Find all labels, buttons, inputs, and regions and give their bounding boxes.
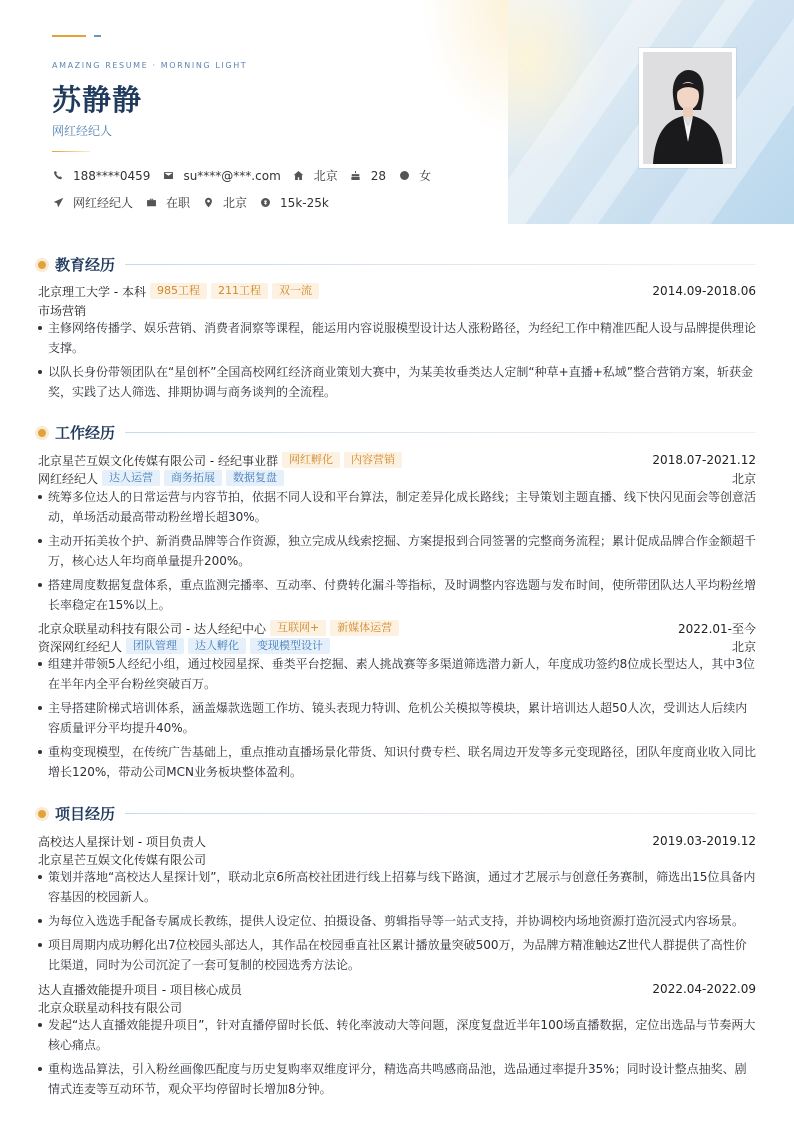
major: 市场营销 [38,303,87,318]
email-info: su****@***.com [162,169,280,183]
candidate-title: 网红经纪人 [52,124,113,138]
school-name: 北京理工大学 - 本科 [38,284,146,299]
section-divider [125,432,756,433]
projects-section-title: 项目经历 [55,805,116,823]
job-bullets [38,487,756,619]
school-tag: 双一流 [272,283,319,299]
project-org-row [38,998,756,1016]
phone-info: 188****0459 [52,169,150,183]
intended-position-info: 网红经纪人 [52,194,133,211]
education-entry-header [38,282,756,300]
send-icon [52,197,64,209]
header-accent-lines [52,35,101,37]
job-city: 北京 [731,471,756,486]
mail-icon [162,170,174,182]
section-divider [125,813,756,814]
title-divider [52,151,90,152]
role-tag: 商务拓展 [164,470,222,486]
role-tag: 达人运营 [102,470,160,486]
role-tag: 达人孵化 [188,638,246,654]
intended-city-info: 北京 [202,194,247,211]
job-city: 北京 [731,639,756,654]
money-icon [259,197,271,209]
gender-icon [398,170,410,182]
employment-status-info: 在职 [145,194,190,211]
education-dates: 2014.09-2018.06 [652,284,756,298]
list-item: 重构变现模型，在传统广告基础上，重点推动直播场景化带货、知识付费专栏、联名周边开发等多元变现路径，团队年度商业收入同比增长120%，带动公司MCN业务板块整体盈利。 [38,742,756,782]
company-name: 北京众联星动科技有限公司 - 达人经纪中心 [38,621,266,636]
education-bullets [38,318,756,406]
education-section-title: 教育经历 [55,256,116,274]
phone-icon [52,170,64,182]
job-role: 资深网红经纪人 [38,639,123,654]
list-item: 主动开拓美妆个护、新消费品牌等合作资源，独立完成从线索挖掘、方案提报到合同签署的完整商务流程；累计促成品牌合作金额超千万，核心达人年均商单量提升200%。 [38,531,756,571]
hometown-info: 北京 [293,167,338,184]
project-name: 高校达人星探计划 - 项目负责人 [38,834,206,849]
job-role-row [38,469,756,487]
project-name: 达人直播效能提升项目 - 项目核心成员 [38,982,242,997]
list-item: 项目周期内成功孵化出7位校园头部达人，其作品在校园垂直社区累计播放量突破500万，为品牌方精准触达Z世代人群提供了高性价比渠道，同时为公司沉淀了一套可复制的校园选秀方法论。 [38,935,756,975]
candidate-name: 苏静静 [52,83,143,117]
profile-photo [643,52,732,164]
list-item: 搭建周度数据复盘体系，重点监测完播率、互动率、付费转化漏斗等指标，及时调整内容选题与发布时间，使所带团队达人平均粉丝增长率稳定在15%以上。 [38,575,756,615]
job-role-row [38,637,756,655]
project-dates: 2022.04-2022.09 [652,982,756,996]
section-dot-icon [38,810,46,818]
list-item: 策划并落地“高校达人星探计划”，联动北京6所高校社团进行线上招募与线下路演，通过才艺展示与创意任务赛制，筛选出15位具备内容基因的校园新人。 [38,867,756,907]
section-dot-icon [38,261,46,269]
list-item: 以队长身份带领团队在“星创杯”全国高校网红经济商业策划大赛中，为某美妆垂类达人定制“种草+直播+私域”整合营销方案，斩获金奖，实践了达人筛选、排期协调与商务谈判的全流程。 [38,362,756,402]
header-warm-glow [420,0,520,140]
company-tag: 网红孵化 [282,452,340,468]
project-dates: 2019.03-2019.12 [652,834,756,848]
school-tag: 985工程 [150,283,207,299]
job-entry-header [38,451,756,469]
list-item: 主修网络传播学、娱乐营销、消费者洞察等课程，能运用内容说服模型设计达人涨粉路径，为经纪工作中精准匹配人设与品牌提供理论支撑。 [38,318,756,358]
job-role: 网红经纪人 [38,471,99,486]
project-bullets [38,867,756,979]
role-tag: 团队管理 [126,638,184,654]
company-tag: 互联网+ [270,620,326,636]
list-item: 组建并带领5人经纪小组，通过校园星探、垂类平台挖掘、素人挑战赛等多渠道筛选潜力新人，年度成功签约8位成长型达人，其中3位在半年内全平台粉丝突破百万。 [38,654,756,694]
projects-section-header [38,803,756,824]
project-entry-header [38,832,756,850]
list-item: 发起“达人直播效能提升项目”，针对直播停留时长低、转化率波动大等问题，深度复盘近半年100场直播数据，定位出选品与节奏两大核心痛点。 [38,1015,756,1055]
project-org: 北京众联星动科技有限公司 [38,1000,183,1015]
project-org-row [38,850,756,868]
job-intent-row [52,194,341,211]
company-tag: 新媒体运营 [330,620,399,636]
job-dates: 2018.07-2021.12 [652,453,756,467]
job-dates: 2022.01-至今 [678,621,756,636]
education-major-row [38,301,756,319]
role-tag: 数据复盘 [226,470,284,486]
briefcase-icon [145,197,157,209]
list-item: 为每位入选选手配备专属成长教练，提供人设定位、拍摄设备、剪辑指导等一站式支持，并协调校内场地资源打造沉浸式内容场景。 [38,911,756,931]
gender-info: 女 [398,167,431,184]
role-tag: 变现模型设计 [250,638,330,654]
profile-photo-frame [639,48,736,168]
location-pin-icon [202,197,214,209]
project-entry-header [38,980,756,998]
home-icon [293,170,305,182]
company-tag: 内容营销 [344,452,402,468]
expected-salary-info: 15k-25k [259,196,329,210]
age-info: 28 [350,169,386,183]
resume-tagline: AMAZING RESUME · MORNING LIGHT [52,61,248,70]
cake-icon [350,170,362,182]
list-item: 重构选品算法，引入粉丝画像匹配度与历史复购率双维度评分，精选高共鸣感商品池，选品通过率提升35%；同时设计整点抽奖、剧情式连麦等互动环节，观众平均停留时长增加8分钟。 [38,1059,756,1099]
job-entry-header [38,619,756,637]
contact-info-row [52,167,443,184]
work-section-title: 工作经历 [55,424,116,442]
work-section-header [38,422,756,443]
project-org: 北京星芒互娱文化传媒有限公司 [38,852,207,867]
project-bullets [38,1015,756,1103]
school-tag: 211工程 [211,283,268,299]
job-bullets [38,654,756,786]
company-name: 北京星芒互娱文化传媒有限公司 - 经纪事业群 [38,453,278,468]
education-section-header [38,254,756,275]
list-item: 主导搭建阶梯式培训体系，涵盖爆款选题工作坊、镜头表现力特训、危机公关模拟等模块，累计培训达人超50人次，受训达人后续内容质量评分平均提升40%。 [38,698,756,738]
section-dot-icon [38,429,46,437]
section-divider [125,264,756,265]
list-item: 统筹多位达人的日常运营与内容节拍，依据不同人设和平台算法，制定差异化成长路线；主导策划主题直播、线下快闪见面会等创意活动，单场活动最高带动粉丝增长超30%。 [38,487,756,527]
